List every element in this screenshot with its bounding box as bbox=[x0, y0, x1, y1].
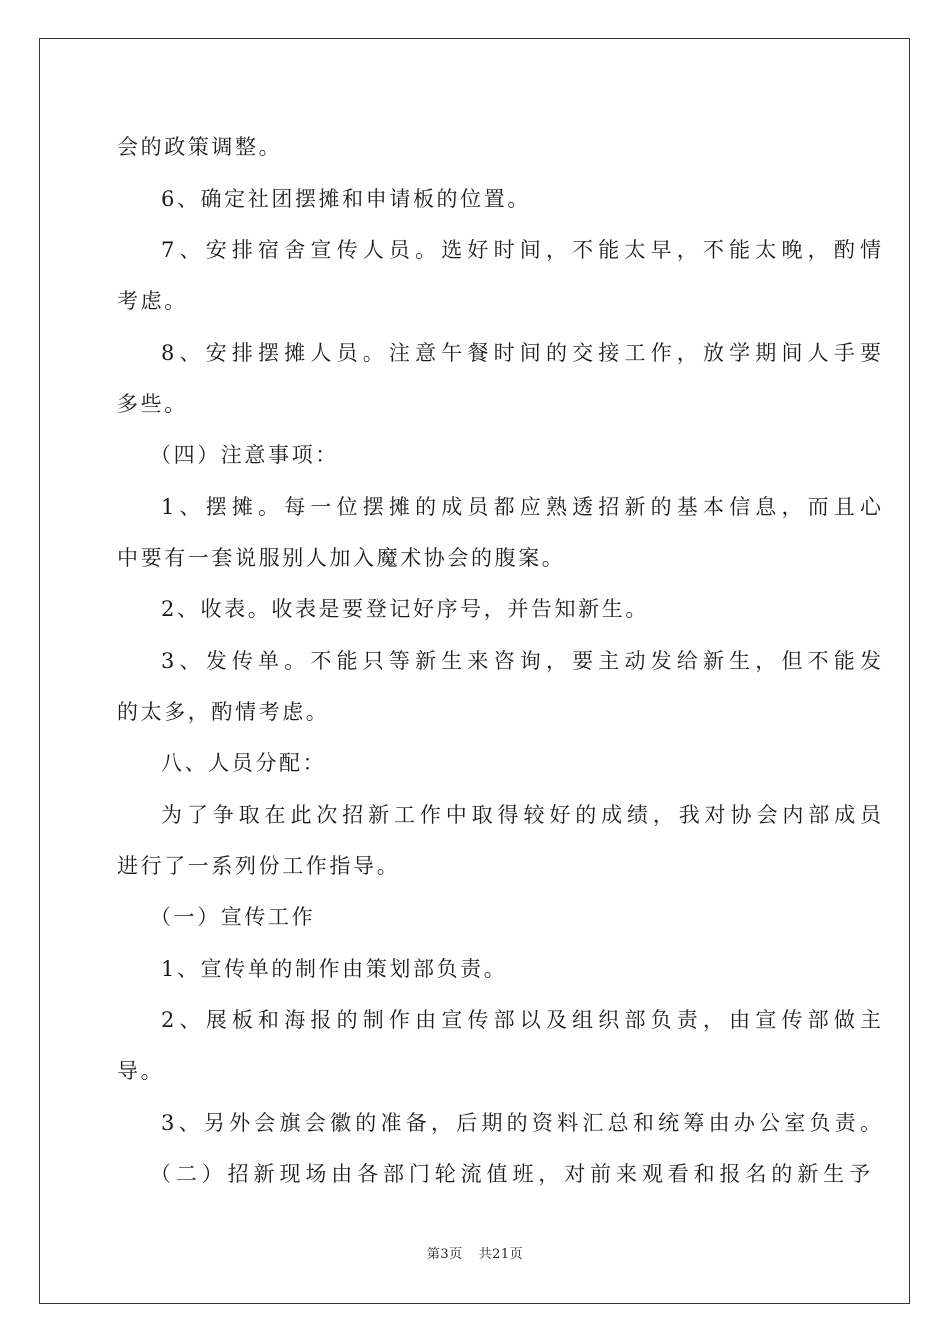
text-line: 中要有一套说服别人加入魔术协会的腹案。 bbox=[117, 546, 566, 570]
text-line: 多些。 bbox=[117, 392, 188, 416]
text-line: 导。 bbox=[117, 1059, 165, 1083]
text-line: 3、发传单。不能只等新生来咨询，要主动发给新生，但不能发 bbox=[161, 649, 881, 673]
section-heading: 八、人员分配： bbox=[161, 751, 327, 775]
text-line: 考虑。 bbox=[117, 289, 188, 313]
text-line: 进行了一系列份工作指导。 bbox=[117, 854, 401, 878]
page-footer bbox=[0, 1243, 950, 1262]
text-line: 为了争取在此次招新工作中取得较好的成绩，我对协会内部成员 bbox=[161, 803, 881, 827]
text-line: 6、确定社团摆摊和申请板的位置。 bbox=[161, 187, 531, 211]
text-line: 1、摆摊。每一位摆摊的成员都应熟透招新的基本信息，而且心 bbox=[161, 495, 881, 519]
text-line: 1、宣传单的制作由策划部负责。 bbox=[161, 957, 508, 981]
text-line: 会的政策调整。 bbox=[117, 135, 283, 159]
section-heading: （四）注意事项： bbox=[150, 443, 339, 467]
text-line: 的太多，酌情考虑。 bbox=[117, 700, 330, 724]
section-heading: （一）宣传工作 bbox=[150, 905, 316, 929]
text-line: 2、收表。收表是要登记好序号，并告知新生。 bbox=[161, 597, 649, 621]
text-line: 3、另外会旗会徽的准备，后期的资料汇总和统筹由办公室负责。 bbox=[161, 1111, 881, 1135]
text-line: 8、安排摆摊人员。注意午餐时间的交接工作，放学期间人手要 bbox=[161, 341, 881, 365]
page-total: 共21页 bbox=[478, 1247, 524, 1262]
text-line: 2、展板和海报的制作由宣传部以及组织部负责，由宣传部做主 bbox=[161, 1008, 881, 1032]
page-number: 第3页 bbox=[426, 1247, 463, 1262]
text-line: 7、安排宿舍宣传人员。选好时间，不能太早，不能太晚，酌情 bbox=[161, 238, 881, 262]
text-line: （二）招新现场由各部门轮流值班，对前来观看和报名的新生予 bbox=[150, 1162, 870, 1186]
